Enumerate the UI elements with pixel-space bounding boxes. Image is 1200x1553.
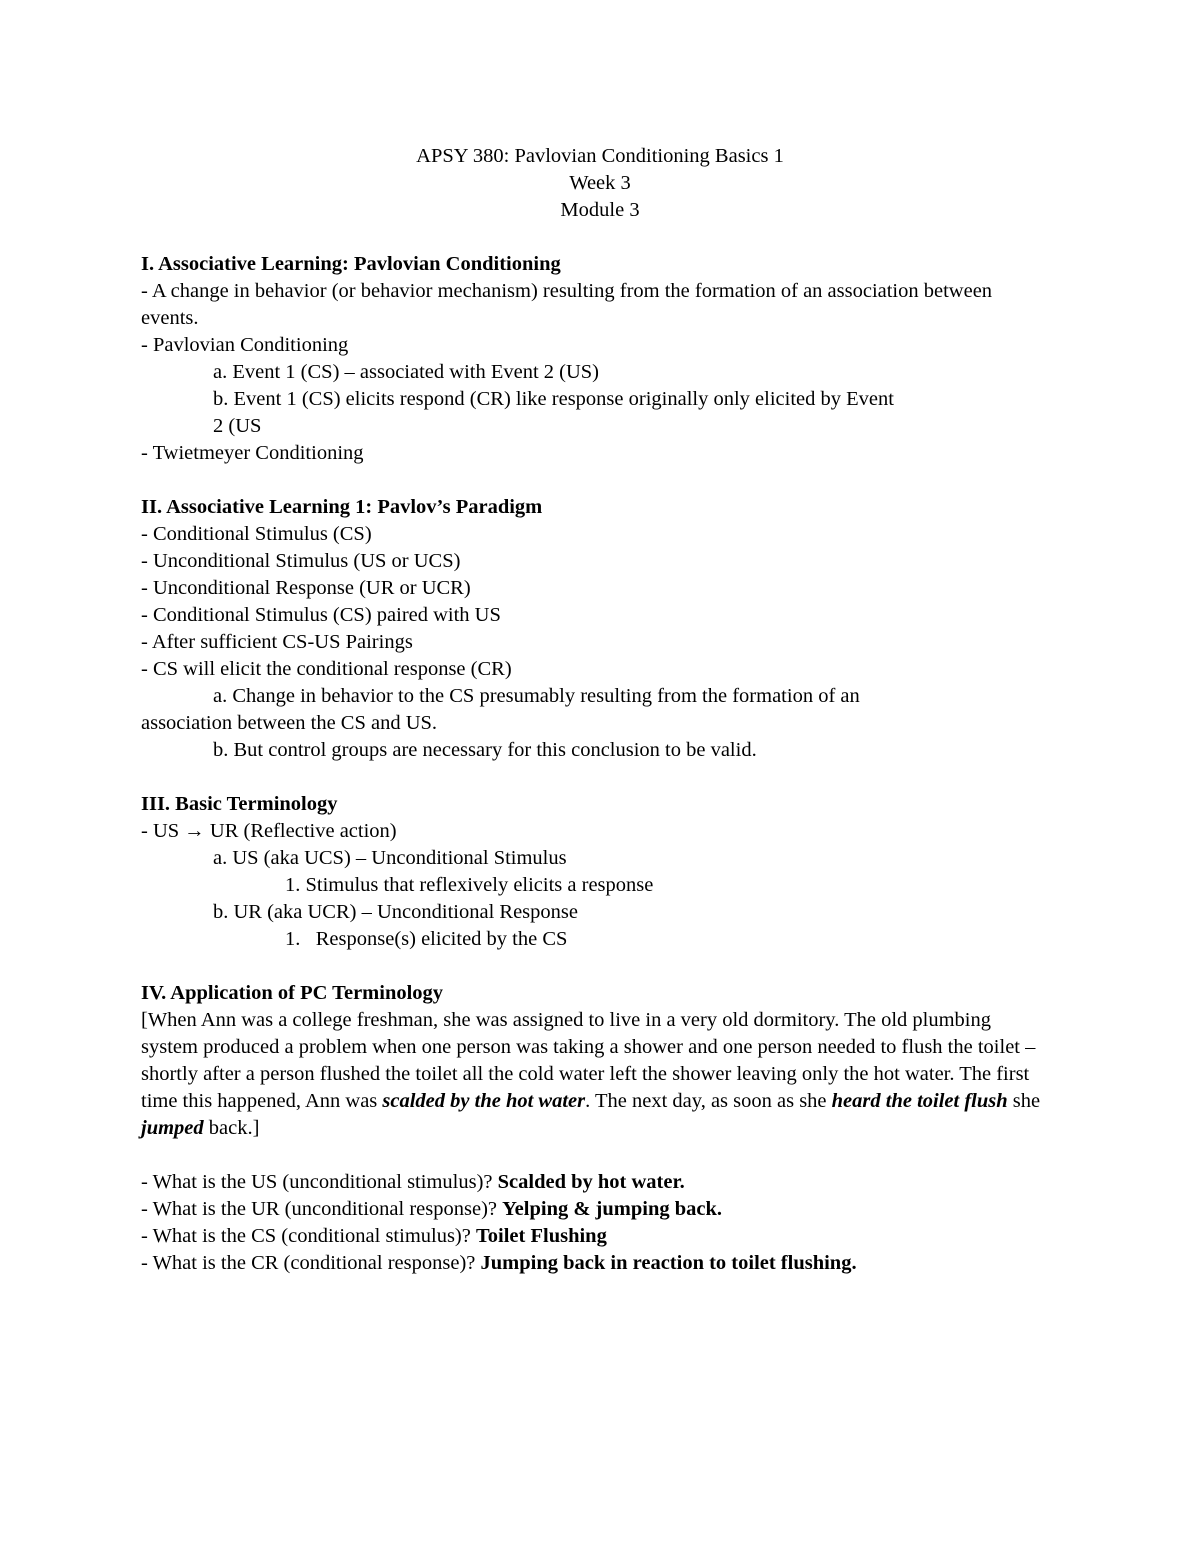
answer-4: Jumping back in reaction to toilet flushing.	[480, 1252, 857, 1274]
section-3-item-a-1: 1. Stimulus that reflexively elicits a response	[285, 874, 654, 896]
document-body	[141, 143, 1041, 1277]
section-3-item-b: b. UR (aka UCR) – Unconditional Response	[213, 901, 578, 923]
section-4-heading: IV. Application of PC Terminology	[141, 982, 444, 1004]
scenario-text-2: . The next day, as soon as she	[585, 1090, 832, 1112]
questions-list	[141, 1169, 1041, 1277]
section-3	[141, 791, 1041, 953]
question-1	[141, 1169, 1041, 1196]
section-2-item-a: a. Change in behavior to the CS presumably resulting from the formation of an	[213, 685, 860, 707]
answer-1: Scalded by hot water.	[497, 1171, 685, 1193]
section-1-item-b: b. Event 1 (CS) elicits respond (CR) like response originally only elicited by Event	[213, 388, 894, 410]
section-2-line-4: - Conditional Stimulus (CS) paired with US	[141, 604, 501, 626]
section-1-line-3: - Twietmeyer Conditioning	[141, 442, 364, 464]
scenario-text-4: back.]	[203, 1117, 260, 1139]
section-1-item-a: a. Event 1 (CS) – associated with Event 2 (US)	[213, 361, 600, 383]
section-2-line-6: - CS will elicit the conditional response (CR)	[141, 658, 512, 680]
section-3-heading: III. Basic Terminology	[141, 793, 338, 815]
section-3-item-b-1: 1. Response(s) elicited by the CS	[285, 928, 568, 950]
section-1-line-1: - A change in behavior (or behavior mechanism) resulting from the formation of an association between events.	[141, 280, 993, 329]
section-2-line-1: - Conditional Stimulus (CS)	[141, 523, 372, 545]
question-1-text: - What is the US (unconditional stimulus)?	[141, 1171, 498, 1193]
section-1-heading: I. Associative Learning: Pavlovian Conditioning	[141, 253, 561, 275]
section-1-item-b-cont: 2 (US	[213, 415, 262, 437]
answer-2: Yelping & jumping back.	[502, 1198, 722, 1220]
question-3-text: - What is the CS (conditional stimulus)?	[141, 1225, 476, 1247]
section-2	[141, 494, 1041, 764]
scenario-text-3: she	[1007, 1090, 1041, 1112]
week-label: Week 3	[569, 172, 631, 194]
question-4-text: - What is the CR (conditional response)?	[141, 1252, 481, 1274]
scenario-paragraph	[141, 1007, 1041, 1142]
section-2-line-2: - Unconditional Stimulus (US or UCS)	[141, 550, 461, 572]
question-2-text: - What is the UR (unconditional response)?	[141, 1198, 503, 1220]
answer-3: Toilet Flushing	[476, 1225, 607, 1247]
scenario-emphasis-2: heard the toilet flush	[831, 1090, 1008, 1112]
module-label: Module 3	[560, 199, 640, 221]
section-4	[141, 980, 1041, 1277]
section-1	[141, 251, 1041, 467]
section-2-heading: II. Associative Learning 1: Pavlov’s Paradigm	[141, 496, 543, 518]
question-2	[141, 1196, 1041, 1223]
title-block	[141, 143, 1059, 224]
question-4	[141, 1250, 1041, 1277]
section-2-line-5: - After sufficient CS-US Pairings	[141, 631, 413, 653]
section-2-item-a-cont: association between the CS and US.	[141, 712, 438, 734]
scenario-text-1: [When Ann was a college freshman, she was assigned to live in a very old dormitory. The old plumbing system produced a problem when one person was taking a shower and one person needed to flush the toilet – shortly after a person flushed the toilet all the cold water left the shower leaving only the hot water. The first time this happened, Ann was	[141, 1009, 1036, 1112]
section-2-line-3: - Unconditional Response (UR or UCR)	[141, 577, 471, 599]
question-3	[141, 1223, 1041, 1250]
section-1-line-2: - Pavlovian Conditioning	[141, 334, 349, 356]
section-3-item-a: a. US (aka UCS) – Unconditional Stimulus	[213, 847, 567, 869]
section-3-line-1: - US → UR (Reflective action)	[141, 820, 397, 842]
section-2-item-b: b. But control groups are necessary for this conclusion to be valid.	[213, 739, 757, 761]
scenario-emphasis-1: scalded by the hot water	[382, 1090, 586, 1112]
document-title: APSY 380: Pavlovian Conditioning Basics 1	[416, 145, 784, 167]
scenario-emphasis-3: jumped	[141, 1117, 204, 1139]
